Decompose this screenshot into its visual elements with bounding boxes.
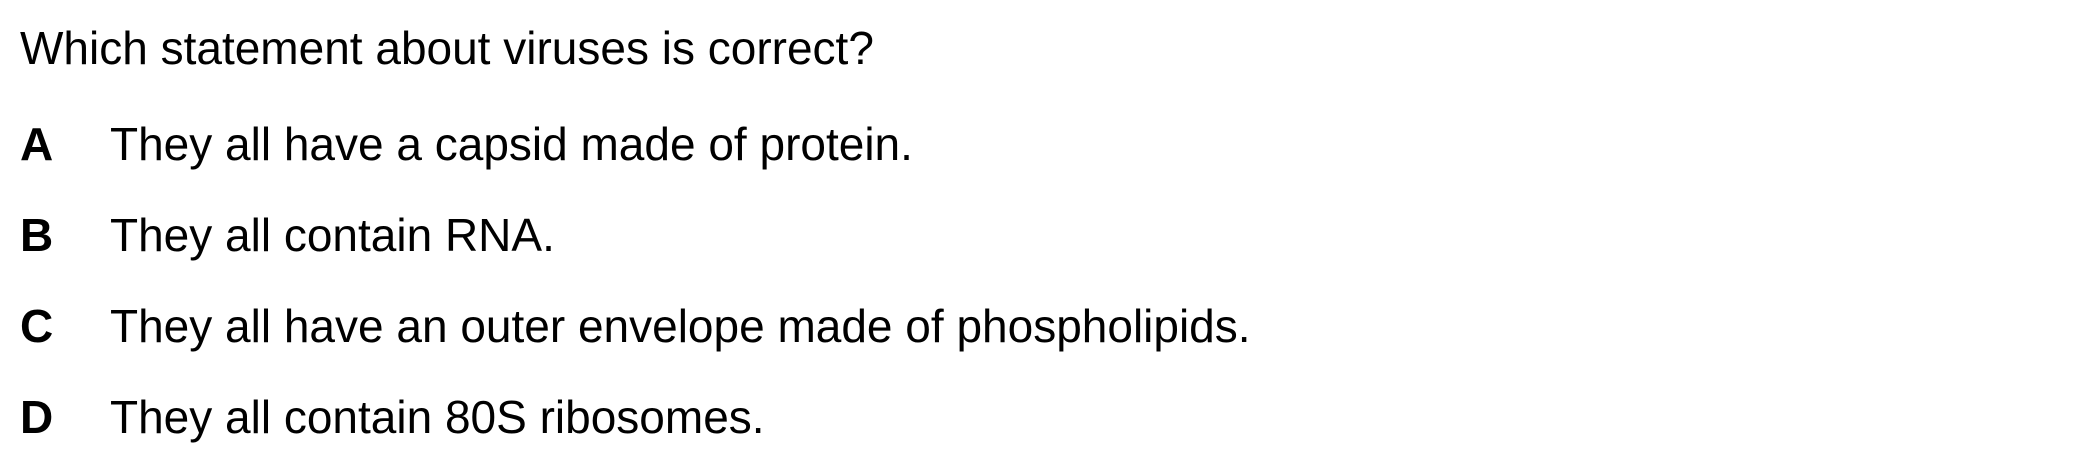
option-text: They all have an outer envelope made of phospholipids. (110, 300, 1251, 352)
option-text: They all have a capsid made of protein. (110, 118, 913, 170)
option-text: They all contain RNA. (110, 209, 555, 261)
option-letter: B (20, 209, 54, 261)
option-letter: A (20, 118, 54, 170)
option-letter: D (20, 391, 54, 443)
option-letter: C (20, 300, 54, 352)
question-stem: Which statement about viruses is correct? (20, 22, 874, 74)
option-text: They all contain 80S ribosomes. (110, 391, 765, 443)
